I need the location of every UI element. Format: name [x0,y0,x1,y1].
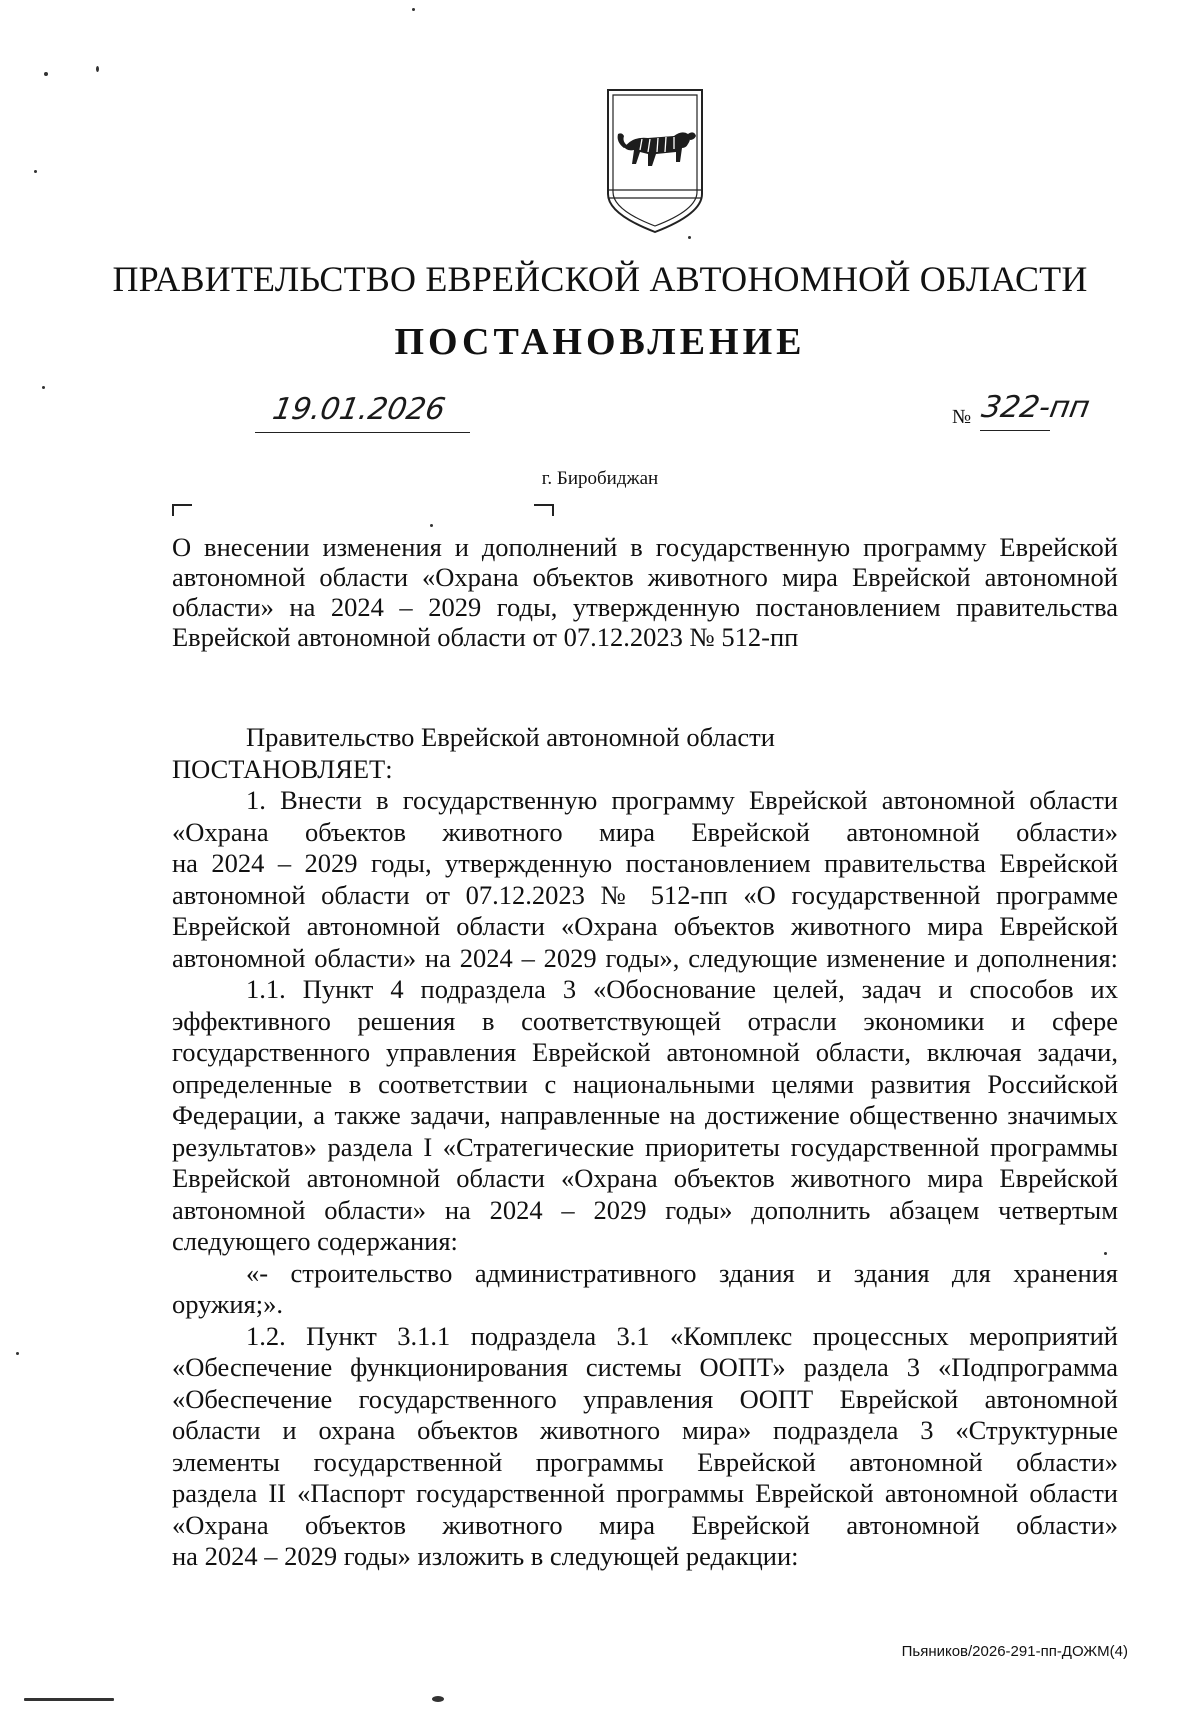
body-line: автономной области» на 2024 – 2029 годы», следующие изменение и дополнения: [172,942,1118,973]
document-type: ПОСТАНОВЛЕНИЕ [394,321,806,363]
subject-line: О внесении изменения и дополнений в государственную программу Еврейской [172,532,1118,562]
body-line: 1.1. Пункт 4 подраздела 3 «Обоснование целей, задач и способов их [246,974,1118,1004]
subject-line: области» на 2024 – 2029 годы, утвержденную постановлением правительства [172,592,1118,622]
body-line: раздела II «Паспорт государственной программы Еврейской автономной области [172,1478,1118,1508]
body-line: Правительство Еврейской автономной области [246,722,775,752]
scan-speck [16,1352,19,1355]
subject-line: автономной области «Охрана объектов животного мира Еврейской автономной [172,562,1118,592]
number-underline [980,430,1050,431]
body-line: государственного управления Еврейской автономной области, включая задачи, [172,1037,1118,1067]
scan-speck [44,72,48,76]
subject-block [172,532,1118,652]
scan-speck [430,524,433,527]
scan-speck [96,66,99,72]
body-line: ПОСТАНОВЛЯЕТ: [172,753,393,784]
handwritten-number: 322-пп [978,390,1093,425]
body-line: результатов» раздела I «Стратегические приоритеты государственной программы [172,1131,1118,1162]
body-line: элементы государственной программы Еврейской автономной области» [172,1446,1118,1477]
date-field [255,392,470,433]
body-line: Федерации, а также задачи, направленные на достижение общественно значимых [172,1100,1118,1130]
body-line: Еврейской автономной области «Охрана объектов животного мира Еврейской [172,1163,1118,1193]
body-line: оружия;». [172,1289,283,1319]
body-line: эффективного решения в соответствующей отрасли экономики и сфере [172,1005,1118,1036]
body-line: автономной области» на 2024 – 2029 годы» дополнить абзацем четвертым [172,1194,1118,1225]
government-title: ПРАВИТЕЛЬСТВО ЕВРЕЙСКОЙ АВТОНОМНОЙ ОБЛАСТИ [112,259,1088,299]
bracket-right [534,504,554,516]
handwritten-date: 19.01.2026 [269,392,448,427]
scan-speck [1104,1252,1107,1255]
body-line: «- строительство административного здания и здания для хранения [246,1257,1118,1288]
body-line: 1.2. Пункт 3.1.1 подраздела 3.1 «Комплекс процессных мероприятий [246,1320,1118,1351]
subject-line: Еврейской автономной области от 07.12.2023 № 512-пп [172,622,799,652]
scan-speck [34,170,37,173]
scan-speck [24,1698,114,1701]
body-line: автономной области от 07.12.2023 № 512-пп «О государственной программе [172,879,1118,910]
scan-speck [42,386,45,389]
body-line: области и охрана объектов животного мира» подраздела 3 «Структурные [172,1415,1118,1445]
body-line: Еврейской автономной области «Охрана объектов животного мира Еврейской [172,911,1118,941]
bracket-left [172,504,192,516]
number-field [952,392,1102,432]
city-line: г. Биробиджан [541,468,659,489]
body-line: следующего содержания: [172,1226,458,1256]
body-line: «Обеспечение государственного управления ООПТ Еврейской автономной [172,1383,1118,1414]
body-line: на 2024 – 2029 годы» изложить в следующей редакции: [172,1541,799,1571]
body-line: определенные в соответствии с национальными целями развития Российской [172,1068,1118,1099]
body-line: «Охрана объектов животного мира Еврейской автономной области» [172,1509,1118,1540]
number-sign: № [952,406,972,428]
body-line: «Обеспечение функционирования системы ООПТ» раздела 3 «Подпрограмма [172,1352,1118,1382]
coat-of-arms-icon [602,86,708,236]
body-block [172,722,1118,1573]
body-line: «Охрана объектов животного мира Еврейской автономной области» [172,816,1118,847]
scan-speck [432,1696,444,1702]
scan-speck [688,236,691,239]
body-line: 1. Внести в государственную программу Еврейской автономной области [246,785,1118,815]
body-line: на 2024 – 2029 годы, утвержденную постановлением правительства Еврейской [172,848,1118,878]
footer-reference: Пьяников/2026-291-пп-ДОЖМ(4) [901,1643,1128,1660]
scan-speck [412,8,415,11]
